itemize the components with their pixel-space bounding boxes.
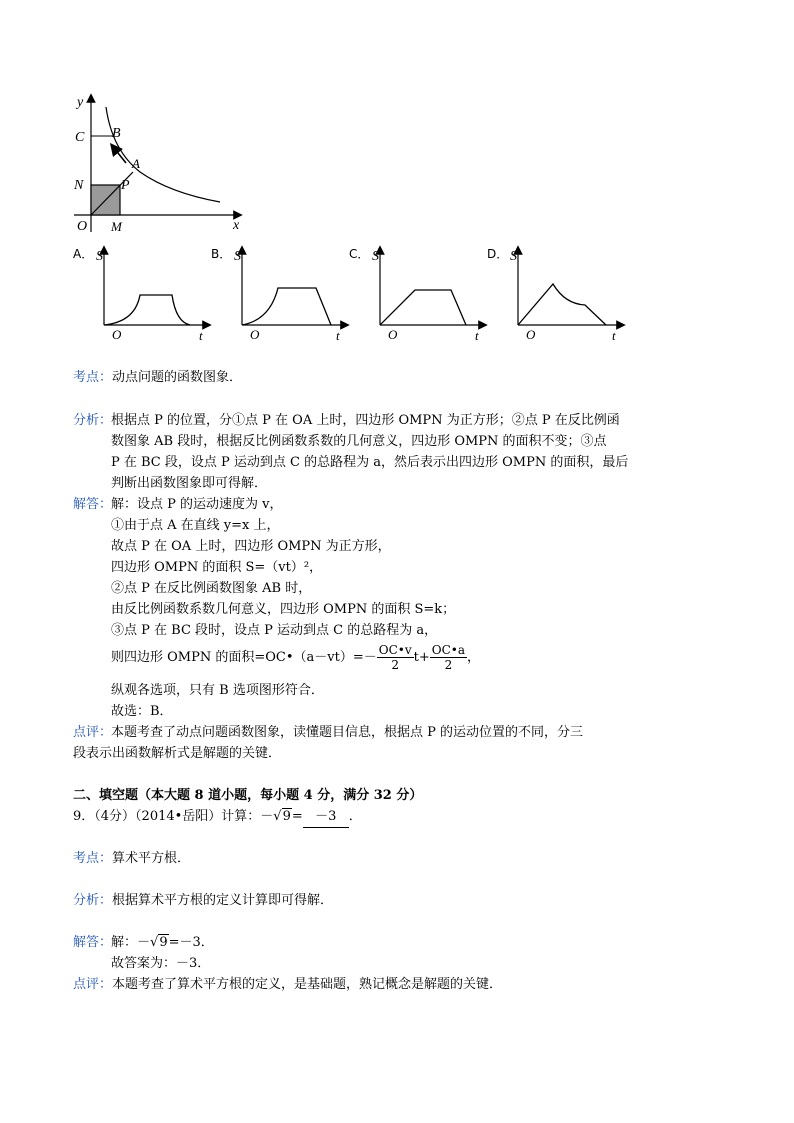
q9-dianping-label: 点评：	[73, 977, 113, 992]
fraction-1-num: OC•v	[378, 643, 412, 657]
q8-kaodian	[73, 368, 242, 388]
q8-jieda-line: 解：设点 P 的运动速度为 v，	[111, 497, 283, 512]
q8-jieda-line: 由反比例函数系数几何意义，四边形 OMPN 的面积 S=k；	[111, 602, 456, 617]
q9-jieda-line	[111, 933, 214, 953]
option-c-curve	[380, 290, 466, 325]
q9-jieda-suffix: =－3．	[168, 935, 214, 950]
q9-kaodian	[73, 849, 190, 869]
fraction-2-num: OC•a	[431, 643, 466, 657]
q8-fenxi-label: 分析：	[73, 413, 113, 428]
q8-jieda-line: ③点 P 在 BC 段时，设点 P 运动到点 C 的总路程为 a，	[111, 623, 438, 638]
option-b-s: S	[234, 249, 241, 264]
option-b-t: t	[336, 328, 340, 343]
q8-jieda-line: ②点 P 在反比例函数图象 AB 时，	[111, 581, 312, 596]
option-a-graph	[73, 247, 207, 343]
q8-jieda-line: 纵观各选项，只有 B 选项图形符合．	[111, 683, 324, 698]
q9-kaodian-label: 考点：	[73, 851, 113, 866]
label-c: C	[75, 130, 85, 145]
fraction-1	[377, 643, 414, 672]
sqrt-sign: √9	[273, 809, 291, 824]
option-graphs	[0, 244, 794, 344]
q9-dianping	[73, 975, 502, 995]
fraction-2-den: 2	[444, 658, 453, 672]
option-d-s: S	[510, 249, 517, 264]
q9-jieda-prefix: 解：－	[111, 935, 151, 950]
label-n: N	[74, 178, 84, 193]
label-b: B	[112, 126, 121, 141]
q9-answer-blank: －3	[303, 807, 349, 828]
q8-fenxi-line: 根据点 P 的位置，分①点 P 在 OA 上时，四边形 OMPN 为正方形；②点 P 在反比例函	[111, 413, 620, 428]
option-d-graph	[487, 247, 621, 343]
label-x: x	[233, 218, 240, 233]
option-c-s: S	[372, 249, 379, 264]
q8-fenxi-line: P 在 BC 段，设点 P 运动到点 C 的总路程为 a，然后表示出四边形 OMPN 的面积，最后	[111, 455, 629, 470]
q8-dianping-label: 点评：	[73, 725, 113, 740]
area-prefix: 则四边形 OMPN 的面积=OC•（a－vt）=－	[111, 650, 377, 665]
top-figure	[0, 0, 794, 240]
option-d-letter: D．	[487, 247, 509, 261]
q8-jieda-line: 故点 P 在 OA 上时，四边形 OMPN 为正方形，	[111, 539, 391, 554]
area-suffix: ，	[467, 650, 481, 665]
q9-eq: =	[291, 809, 303, 824]
q8-jieda-line: ①由于点 A 在直线 y=x 上，	[111, 518, 280, 533]
option-c-graph	[349, 247, 483, 343]
option-a-s: S	[96, 249, 103, 264]
option-d-curve	[518, 284, 606, 325]
fraction-1-den: 2	[391, 658, 399, 672]
q9-kaodian-text: 算术平方根．	[112, 851, 191, 866]
q8-kaodian-text: 动点问题的函数图象．	[112, 370, 243, 385]
option-c-t: t	[475, 328, 479, 343]
q9-radicand: 9	[282, 809, 291, 824]
q9-fenxi	[73, 891, 333, 911]
fraction-2	[430, 643, 467, 672]
q9-dianping-text: 本题考查了算术平方根的定义，是基础题，熟记概念是解题的关键．	[112, 977, 503, 992]
label-y: y	[77, 95, 84, 110]
q9-jieda-radicand: 9	[159, 935, 168, 950]
option-b-graph	[211, 247, 345, 343]
label-p: P	[121, 178, 130, 193]
q9-jieda-label: 解答：	[73, 935, 113, 950]
label-o: O	[77, 219, 88, 234]
sqrt-sign: √9	[150, 935, 168, 950]
option-a-t: t	[199, 328, 203, 343]
q9-stem	[73, 807, 362, 828]
q9-stem-suffix: ．	[348, 809, 362, 824]
q8-jieda-line: 四边形 OMPN 的面积 S=（vt）²，	[111, 560, 323, 575]
q8-area-formula	[111, 643, 480, 672]
option-b-curve	[242, 288, 331, 325]
option-b-letter: B．	[211, 247, 232, 261]
area-mid: t+	[413, 650, 430, 665]
option-a-curve	[104, 295, 190, 325]
option-a-o: O	[112, 327, 122, 342]
q9-jieda-line: 故答案为：－3．	[111, 956, 211, 971]
q9-stem-prefix: 9．（4分）（2014•岳阳）计算：－	[73, 809, 274, 824]
q8-jieda-line: 故选：B．	[111, 704, 173, 719]
option-d-t: t	[612, 328, 616, 343]
q8-dianping-line: 段表示出函数解析式是解题的关键．	[73, 746, 282, 761]
option-c-o: O	[388, 327, 398, 342]
q8-jieda-label: 解答：	[73, 497, 113, 512]
label-m: M	[111, 219, 122, 234]
q8-fenxi-line: 判断出函数图象即可得解．	[111, 476, 268, 491]
q9-fenxi-label: 分析：	[73, 893, 113, 908]
section-2-title: 二、填空题（本大题 8 道小题，每小题 4 分，满分 32 分）	[73, 788, 423, 803]
q8-dianping-line: 本题考查了动点问题函数图象，读懂题目信息，根据点 P 的运动位置的不同，分三	[111, 725, 584, 740]
q8-fenxi-line: 数图象 AB 段时，根据反比例函数系数的几何意义，四边形 OMPN 的面积不变；③点	[111, 434, 607, 449]
q8-kaodian-label: 考点：	[73, 370, 113, 385]
option-c-letter: C．	[349, 247, 370, 261]
label-a: A	[132, 156, 140, 171]
option-a-letter: A．	[73, 247, 94, 261]
q9-fenxi-text: 根据算术平方根的定义计算即可得解．	[112, 893, 334, 908]
option-d-o: O	[526, 327, 536, 342]
option-b-o: O	[250, 327, 260, 342]
